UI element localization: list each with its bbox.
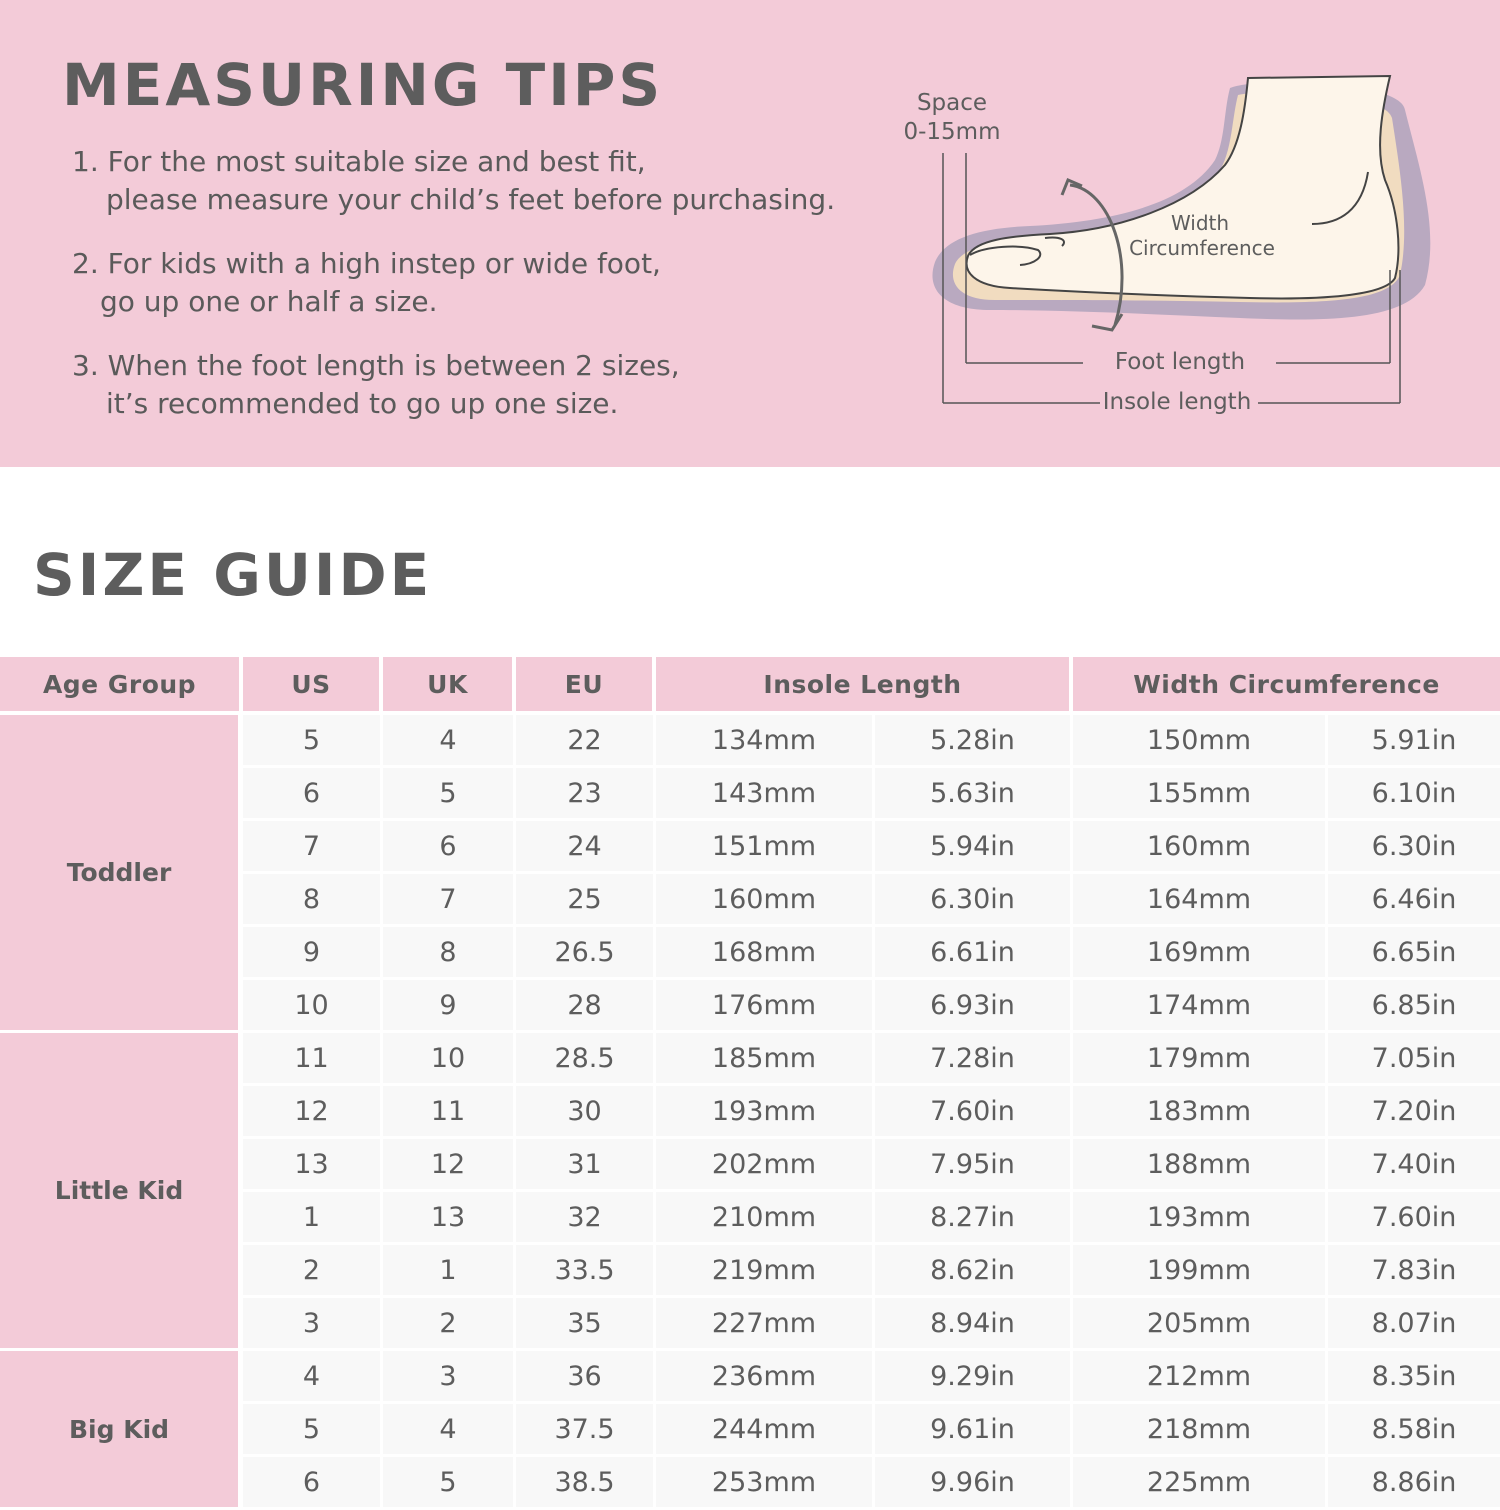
age-group-cell: Toddler bbox=[0, 715, 243, 1033]
cell-us: 9 bbox=[243, 927, 383, 980]
cell-width-mm: 212mm bbox=[1073, 1351, 1328, 1404]
foot-shape bbox=[967, 76, 1399, 298]
cell-us: 1 bbox=[243, 1192, 383, 1245]
cell-width-mm: 155mm bbox=[1073, 768, 1328, 821]
cell-width-in: 6.85in bbox=[1328, 980, 1500, 1033]
cell-eu: 37.5 bbox=[516, 1404, 656, 1457]
cell-width-in: 7.60in bbox=[1328, 1192, 1500, 1245]
cell-uk: 5 bbox=[383, 1457, 516, 1510]
cell-eu: 28 bbox=[516, 980, 656, 1033]
cell-width-mm: 164mm bbox=[1073, 874, 1328, 927]
cell-insole-in: 9.61in bbox=[875, 1404, 1073, 1457]
tip-1-line-1: 1. For the most suitable size and best fit, bbox=[72, 145, 646, 178]
cell-insole-mm: 143mm bbox=[656, 768, 875, 821]
measuring-tips-panel bbox=[0, 0, 1500, 467]
cell-width-mm: 193mm bbox=[1073, 1192, 1328, 1245]
cell-eu: 23 bbox=[516, 768, 656, 821]
cell-us: 6 bbox=[243, 768, 383, 821]
cell-width-in: 8.07in bbox=[1328, 1298, 1500, 1351]
cell-us: 8 bbox=[243, 874, 383, 927]
cell-eu: 30 bbox=[516, 1086, 656, 1139]
cell-insole-in: 6.30in bbox=[875, 874, 1073, 927]
cell-insole-mm: 244mm bbox=[656, 1404, 875, 1457]
cell-eu: 36 bbox=[516, 1351, 656, 1404]
cell-eu: 24 bbox=[516, 821, 656, 874]
table-row bbox=[0, 1033, 1500, 1086]
cell-width-mm: 150mm bbox=[1073, 715, 1328, 768]
cell-us: 12 bbox=[243, 1086, 383, 1139]
space-value: 0-15mm bbox=[903, 119, 1001, 145]
cell-insole-mm: 193mm bbox=[656, 1086, 875, 1139]
size-guide-table bbox=[0, 657, 1500, 1510]
cell-width-in: 6.10in bbox=[1328, 768, 1500, 821]
cell-insole-mm: 210mm bbox=[656, 1192, 875, 1245]
cell-insole-mm: 160mm bbox=[656, 874, 875, 927]
tip-1 bbox=[72, 143, 835, 219]
foot-measurement-diagram bbox=[900, 70, 1460, 430]
cell-uk: 11 bbox=[383, 1086, 516, 1139]
cell-insole-in: 7.95in bbox=[875, 1139, 1073, 1192]
cell-us: 5 bbox=[243, 1404, 383, 1457]
cell-insole-mm: 176mm bbox=[656, 980, 875, 1033]
header-uk: UK bbox=[383, 657, 516, 715]
cell-eu: 38.5 bbox=[516, 1457, 656, 1510]
cell-width-mm: 160mm bbox=[1073, 821, 1328, 874]
table-header-row bbox=[0, 657, 1500, 715]
cell-width-in: 8.86in bbox=[1328, 1457, 1500, 1510]
cell-eu: 35 bbox=[516, 1298, 656, 1351]
cell-insole-in: 8.94in bbox=[875, 1298, 1073, 1351]
cell-eu: 32 bbox=[516, 1192, 656, 1245]
cell-uk: 7 bbox=[383, 874, 516, 927]
cell-insole-mm: 134mm bbox=[656, 715, 875, 768]
cell-width-in: 8.35in bbox=[1328, 1351, 1500, 1404]
tip-3-line-2: it’s recommended to go up one size. bbox=[106, 387, 619, 420]
circumference-label: Circumference bbox=[1129, 236, 1275, 260]
insole-length-label: Insole length bbox=[1102, 389, 1252, 415]
cell-insole-in: 7.60in bbox=[875, 1086, 1073, 1139]
cell-us: 7 bbox=[243, 821, 383, 874]
cell-uk: 4 bbox=[383, 1404, 516, 1457]
cell-eu: 22 bbox=[516, 715, 656, 768]
table-row bbox=[0, 715, 1500, 768]
cell-uk: 13 bbox=[383, 1192, 516, 1245]
cell-us: 4 bbox=[243, 1351, 383, 1404]
tip-2-line-2: go up one or half a size. bbox=[100, 285, 438, 318]
size-table-body bbox=[0, 715, 1500, 1510]
cell-insole-mm: 236mm bbox=[656, 1351, 875, 1404]
cell-insole-in: 9.29in bbox=[875, 1351, 1073, 1404]
cell-width-mm: 205mm bbox=[1073, 1298, 1328, 1351]
cell-width-in: 7.05in bbox=[1328, 1033, 1500, 1086]
cell-insole-in: 5.28in bbox=[875, 715, 1073, 768]
cell-width-in: 7.83in bbox=[1328, 1245, 1500, 1298]
cell-us: 3 bbox=[243, 1298, 383, 1351]
age-group-cell: Big Kid bbox=[0, 1351, 243, 1510]
cell-width-mm: 218mm bbox=[1073, 1404, 1328, 1457]
table-row bbox=[0, 1351, 1500, 1404]
cell-insole-mm: 253mm bbox=[656, 1457, 875, 1510]
width-label: Width bbox=[1170, 211, 1230, 235]
foot-length-label: Foot length bbox=[1114, 349, 1246, 375]
measuring-tips-title: MEASURING TIPS bbox=[62, 51, 664, 119]
cell-insole-mm: 227mm bbox=[656, 1298, 875, 1351]
cell-insole-mm: 202mm bbox=[656, 1139, 875, 1192]
cell-width-mm: 169mm bbox=[1073, 927, 1328, 980]
cell-width-mm: 225mm bbox=[1073, 1457, 1328, 1510]
cell-us: 5 bbox=[243, 715, 383, 768]
cell-uk: 6 bbox=[383, 821, 516, 874]
cell-insole-mm: 151mm bbox=[656, 821, 875, 874]
cell-uk: 12 bbox=[383, 1139, 516, 1192]
cell-width-mm: 174mm bbox=[1073, 980, 1328, 1033]
cell-us: 13 bbox=[243, 1139, 383, 1192]
cell-uk: 1 bbox=[383, 1245, 516, 1298]
tip-3-line-1: 3. When the foot length is between 2 sizes, bbox=[72, 349, 680, 382]
cell-eu: 33.5 bbox=[516, 1245, 656, 1298]
cell-width-in: 5.91in bbox=[1328, 715, 1500, 768]
tip-3 bbox=[72, 347, 680, 423]
cell-insole-in: 5.63in bbox=[875, 768, 1073, 821]
cell-eu: 31 bbox=[516, 1139, 656, 1192]
cell-uk: 2 bbox=[383, 1298, 516, 1351]
cell-width-in: 8.58in bbox=[1328, 1404, 1500, 1457]
cell-us: 10 bbox=[243, 980, 383, 1033]
cell-width-mm: 183mm bbox=[1073, 1086, 1328, 1139]
tip-2-line-1: 2. For kids with a high instep or wide foot, bbox=[72, 247, 661, 280]
tip-1-line-2: please measure your child’s feet before purchasing. bbox=[106, 183, 836, 216]
cell-insole-mm: 219mm bbox=[656, 1245, 875, 1298]
cell-insole-in: 7.28in bbox=[875, 1033, 1073, 1086]
cell-us: 6 bbox=[243, 1457, 383, 1510]
header-age-group: Age Group bbox=[0, 657, 243, 715]
cell-uk: 9 bbox=[383, 980, 516, 1033]
cell-insole-in: 6.93in bbox=[875, 980, 1073, 1033]
cell-insole-in: 8.27in bbox=[875, 1192, 1073, 1245]
space-label: Space bbox=[916, 90, 988, 116]
cell-insole-in: 8.62in bbox=[875, 1245, 1073, 1298]
cell-width-in: 7.20in bbox=[1328, 1086, 1500, 1139]
cell-eu: 26.5 bbox=[516, 927, 656, 980]
header-insole-length: Insole Length bbox=[656, 657, 1073, 715]
cell-width-in: 6.65in bbox=[1328, 927, 1500, 980]
cell-us: 2 bbox=[243, 1245, 383, 1298]
cell-width-mm: 199mm bbox=[1073, 1245, 1328, 1298]
cell-uk: 8 bbox=[383, 927, 516, 980]
cell-width-in: 6.30in bbox=[1328, 821, 1500, 874]
tip-2 bbox=[72, 245, 661, 321]
cell-insole-in: 5.94in bbox=[875, 821, 1073, 874]
cell-uk: 5 bbox=[383, 768, 516, 821]
cell-insole-in: 9.96in bbox=[875, 1457, 1073, 1510]
cell-eu: 28.5 bbox=[516, 1033, 656, 1086]
cell-width-in: 6.46in bbox=[1328, 874, 1500, 927]
cell-uk: 10 bbox=[383, 1033, 516, 1086]
header-width-circumference: Width Circumference bbox=[1073, 657, 1500, 715]
size-guide-title: SIZE GUIDE bbox=[33, 541, 433, 609]
cell-insole-in: 6.61in bbox=[875, 927, 1073, 980]
age-group-cell: Little Kid bbox=[0, 1033, 243, 1351]
cell-width-mm: 188mm bbox=[1073, 1139, 1328, 1192]
cell-uk: 4 bbox=[383, 715, 516, 768]
cell-eu: 25 bbox=[516, 874, 656, 927]
cell-insole-mm: 168mm bbox=[656, 927, 875, 980]
cell-us: 11 bbox=[243, 1033, 383, 1086]
cell-width-mm: 179mm bbox=[1073, 1033, 1328, 1086]
header-eu: EU bbox=[516, 657, 656, 715]
cell-insole-mm: 185mm bbox=[656, 1033, 875, 1086]
cell-width-in: 7.40in bbox=[1328, 1139, 1500, 1192]
header-us: US bbox=[243, 657, 383, 715]
cell-uk: 3 bbox=[383, 1351, 516, 1404]
